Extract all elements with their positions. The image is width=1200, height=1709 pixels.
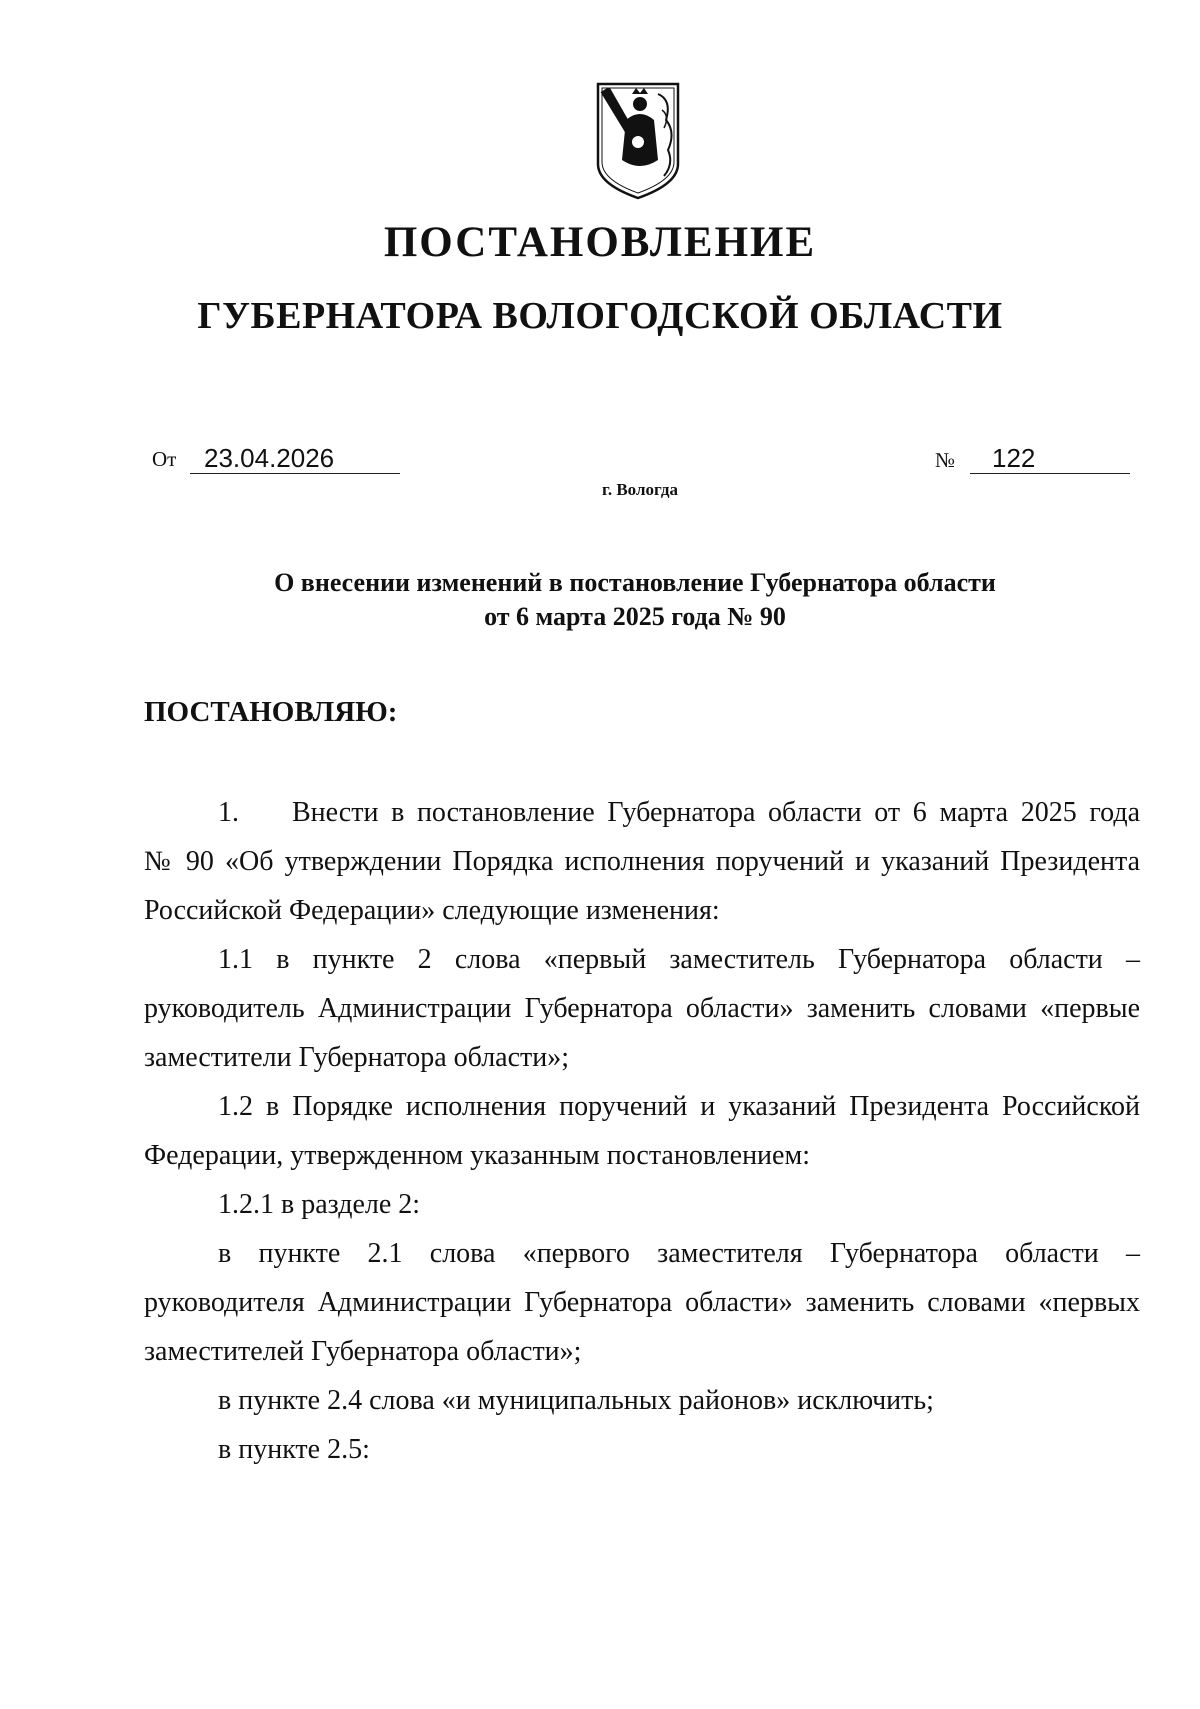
subject-line: от 6 марта 2025 года № 90 bbox=[484, 602, 786, 631]
paragraph-line: руководителя Администрации Губернатора области» заменить словами «первых bbox=[144, 1287, 1140, 1318]
issuing-authority-title: ГУБЕРНАТОРА ВОЛОГОДСКОЙ ОБЛАСТИ bbox=[197, 295, 1003, 337]
paragraph-line: руководитель Администрации Губернатора области» заменить словами «первые bbox=[144, 993, 1140, 1024]
paragraph-line bbox=[144, 788, 1140, 837]
date-label: От bbox=[152, 447, 177, 471]
decree-word: ПОСТАНОВЛЯЮ: bbox=[144, 696, 398, 728]
paragraph-line: 1.2 в Порядке исполнения поручений и указаний Президента Российской bbox=[218, 1091, 1140, 1122]
document-number: 122 bbox=[970, 443, 1130, 474]
document-date: 23.04.2026 bbox=[190, 443, 400, 474]
item-number: 1. bbox=[218, 797, 239, 828]
paragraph-line: в пункте 2.5: bbox=[218, 1434, 370, 1465]
paragraph-line: Российской Федерации» следующие изменения: bbox=[144, 895, 720, 926]
paragraph-line: заместителей Губернатора области»; bbox=[144, 1336, 582, 1367]
paragraph-line: в пункте 2.1 слова «первого заместителя Губернатора области – bbox=[218, 1238, 1140, 1269]
paragraph-line: № 90 «Об утверждении Порядка исполнения поручений и указаний Президента bbox=[144, 846, 1140, 877]
paragraph-line: заместители Губернатора области»; bbox=[144, 1042, 570, 1073]
paragraph-text: Внести в постановление Губернатора области от 6 марта 2025 года bbox=[292, 797, 1140, 828]
document-type-title: ПОСТАНОВЛЕНИЕ bbox=[383, 219, 817, 266]
paragraph-line: 1.2.1 в разделе 2: bbox=[218, 1189, 421, 1220]
paragraph-line: 1.1 в пункте 2 слова «первый заместитель Губернатора области – bbox=[218, 944, 1140, 975]
paragraph-line: в пункте 2.4 слова «и муниципальных районов» исключить; bbox=[218, 1385, 934, 1416]
city-name: г. Вологда bbox=[602, 480, 678, 499]
coat-of-arms-emblem bbox=[592, 80, 684, 200]
document-subject bbox=[0, 566, 1200, 634]
paragraph-line: Федерации, утвержденном указанным постановлением: bbox=[144, 1140, 810, 1171]
document-body bbox=[144, 788, 1140, 1474]
number-label: № bbox=[935, 448, 956, 472]
subject-line: О внесении изменений в постановление Губернатора области bbox=[274, 568, 996, 597]
